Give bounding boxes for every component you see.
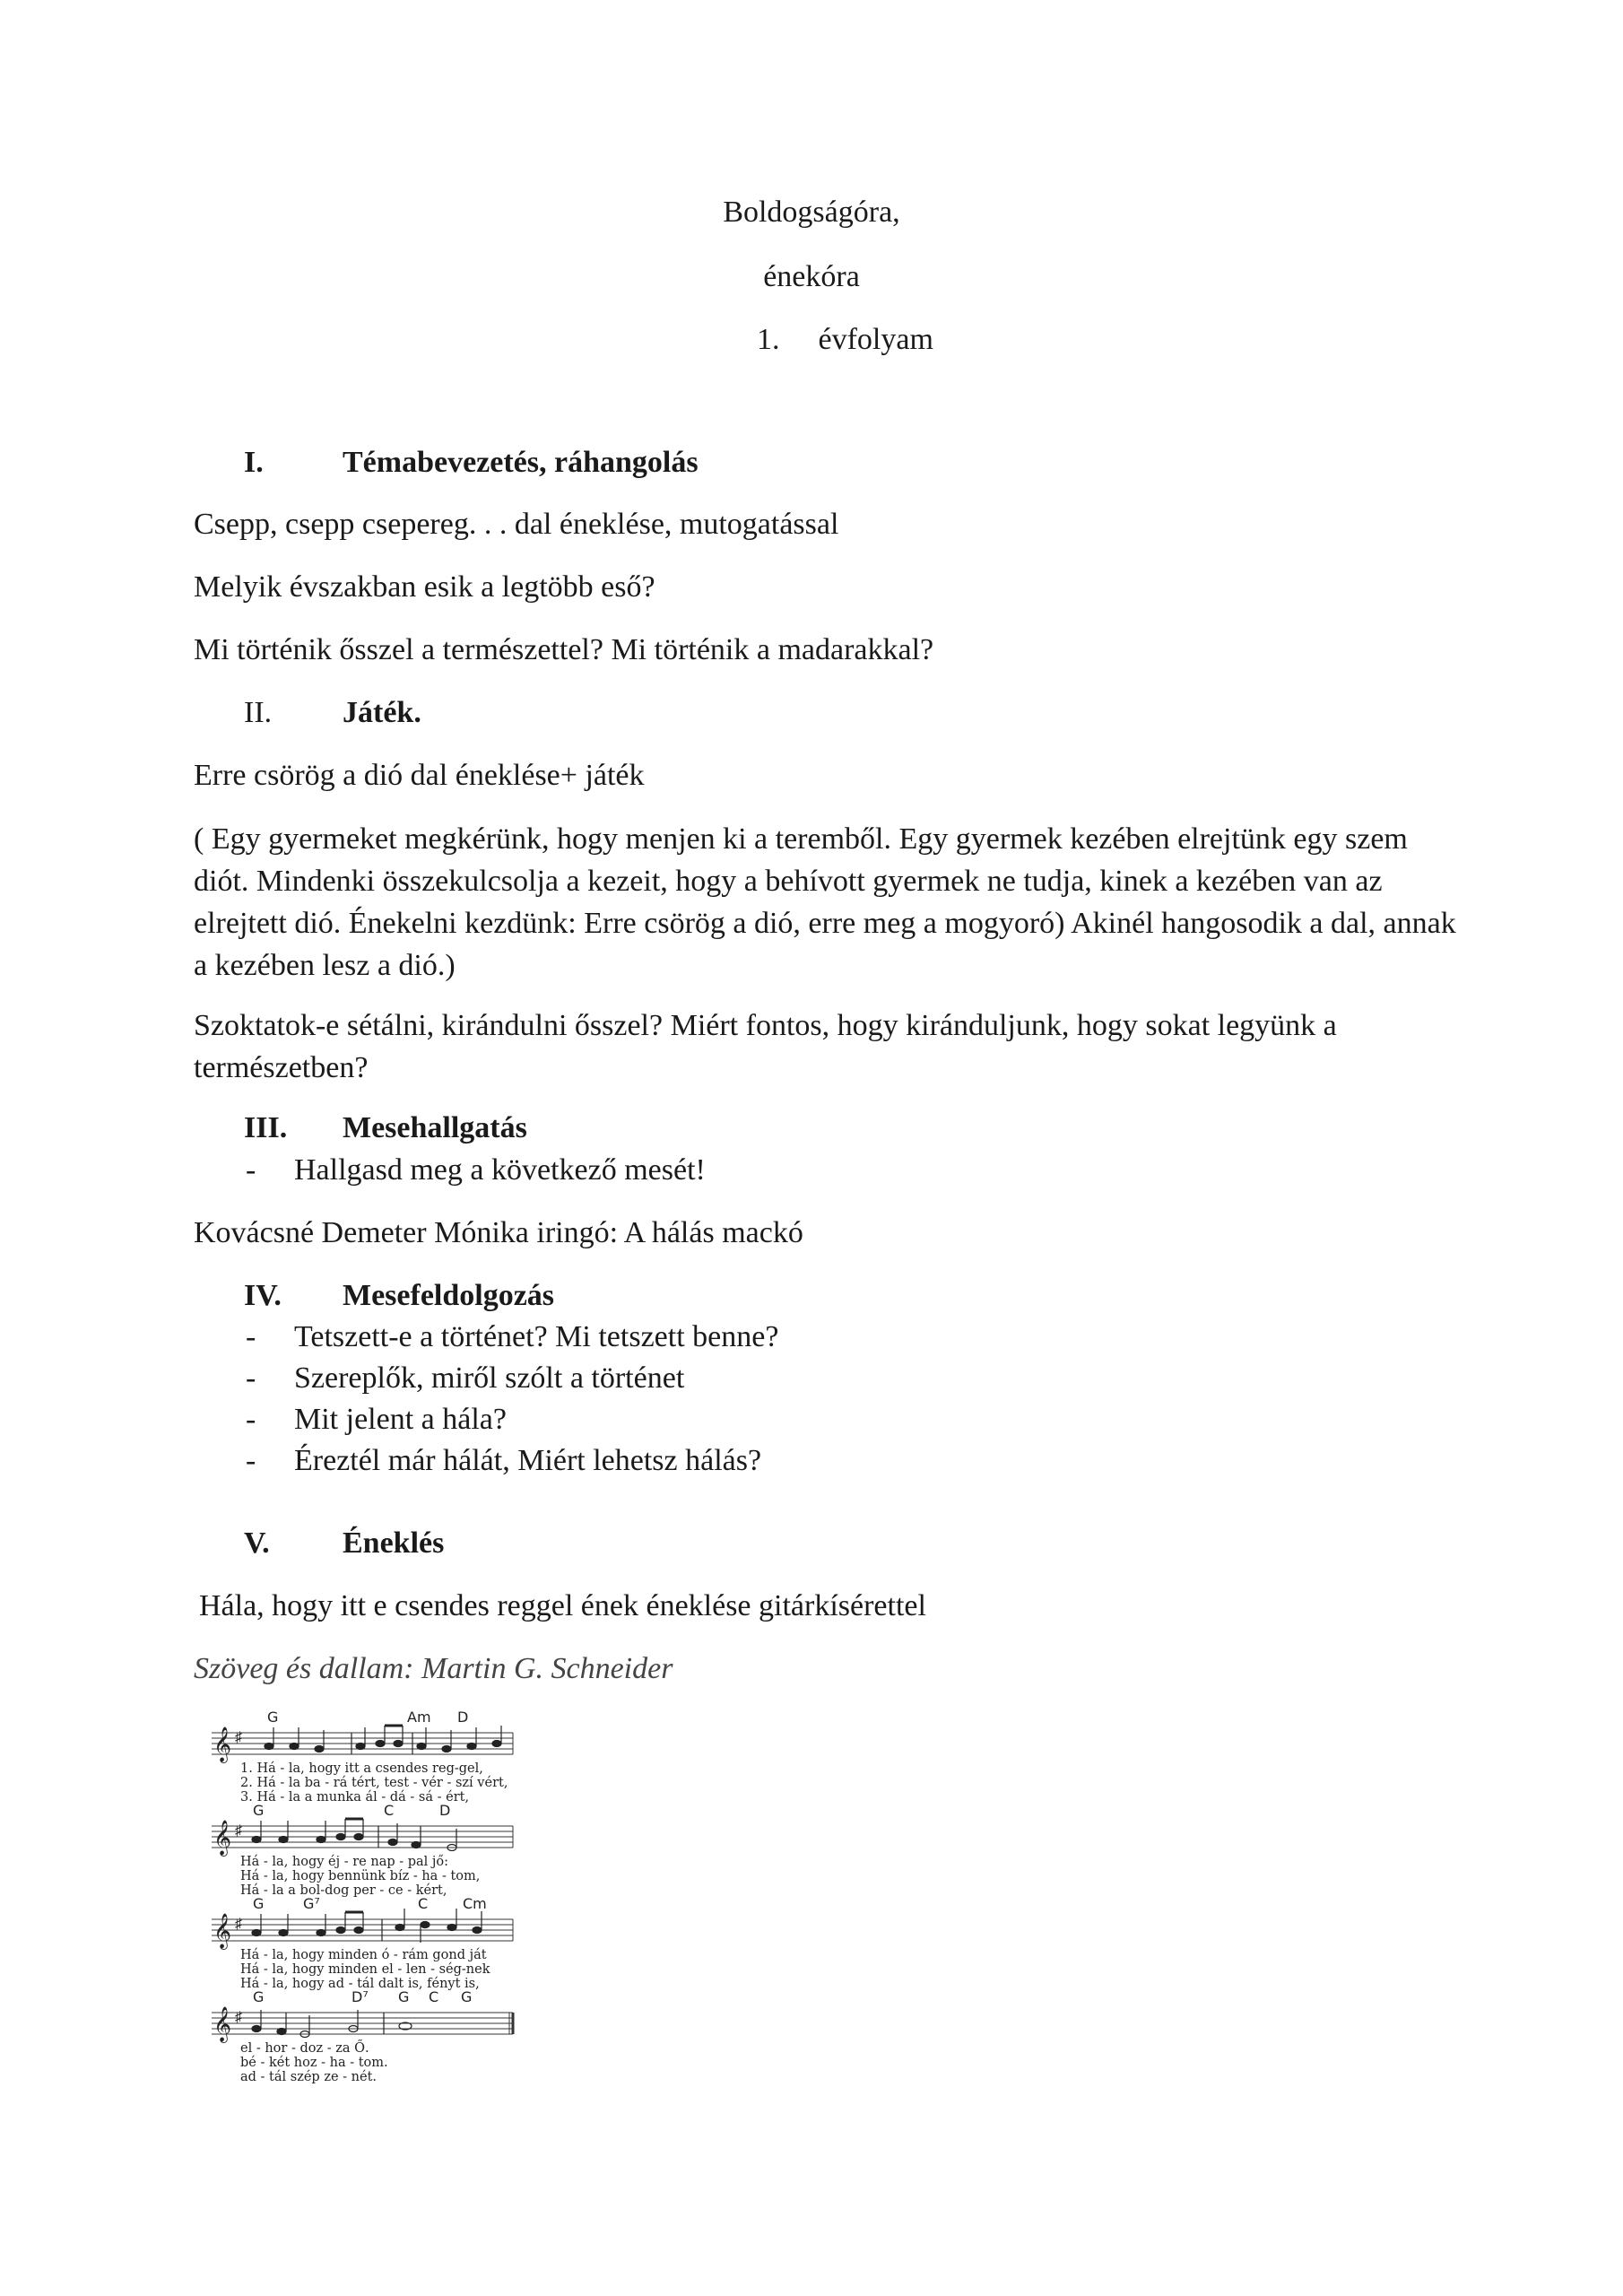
sharp-icon: ♯ — [235, 2010, 242, 2025]
treble-clef-icon: 𝄞 — [213, 1822, 232, 1855]
section-4-number: IV. — [244, 1279, 282, 1312]
chord-label: C — [384, 1802, 395, 1819]
chord-label: G — [461, 1988, 473, 2005]
lyric-line: Há - la, hogy ad - tál dalt is, fényt is, — [240, 1977, 480, 1991]
game-description: ( Egy gyermeket megkérünk, hogy menjen ki a teremből. Egy gyermek kezében elrejtünk egy szem diót. Mindenki összekulcsolja a kezeit, hogy a behívott gyermek ne tudja, kinek a kezében van az elrejtett dió. Énekelni kezdünk: Erre csörög a dió, erre meg a mogyoró) Akinél hangosodik a dal, annak a kezében lesz a dió.) — [194, 822, 1456, 982]
section-4-title: Mesefeldolgozás — [343, 1279, 555, 1312]
lyric-line: Há - la a bol-dog per - ce - kért, — [240, 1883, 447, 1898]
paragraph: Hála, hogy itt e csendes reggel ének éneklése gitárkísérettel — [199, 1589, 926, 1622]
chord-label: C — [418, 1895, 429, 1912]
song-credit: Szöveg és dallam: Martin G. Schneider — [194, 1652, 673, 1685]
paragraph: Csepp, csepp csepereg. . . dal éneklése, mutogatással — [194, 508, 839, 541]
list-item: Éreztél már hálát, Miért lehetsz hálás? — [294, 1444, 762, 1477]
chord-label: D — [439, 1802, 451, 1819]
lyric-line: 3. Há - la a munka ál - dá - sá - ért, — [240, 1790, 470, 1805]
page-subtitle: énekóra — [763, 260, 860, 293]
list-item: Hallgasd meg a következő mesét! — [294, 1153, 706, 1187]
chord-label: D — [457, 1709, 469, 1726]
lyric-line: bé - két hoz - ha - tom. — [240, 2056, 388, 2070]
list-item: Tetszett-e a történet? Mi tetszett benne? — [294, 1320, 779, 1353]
lyric-line: Há - la, hogy bennünk bíz - ha - tom, — [240, 1869, 481, 1883]
sheet-music — [204, 1706, 527, 2100]
section-3-number: III. — [244, 1111, 288, 1144]
grade-number: 1. — [757, 323, 780, 356]
lyric-line: ad - tál szép ze - nét. — [240, 2070, 378, 2084]
chord-label: G — [398, 1988, 410, 2005]
section-2-title: Játék. — [343, 696, 421, 729]
story-reference: Kovácsné Demeter Mónika iringó: A hálás mackó — [194, 1216, 803, 1249]
music-system-3 — [212, 1895, 513, 1991]
sharp-icon: ♯ — [235, 1823, 242, 1839]
list-dash: - — [246, 1361, 256, 1395]
chord-label: C — [429, 1988, 439, 2005]
lyric-line: Há - la, hogy minden el - len - ség-nek — [240, 1962, 490, 1977]
chord-label: Am — [407, 1709, 431, 1726]
list-dash: - — [246, 1320, 256, 1353]
grade-label: évfolyam — [818, 323, 933, 356]
lyric-line: Há - la, hogy éj - re nap - pal jő: — [240, 1855, 449, 1869]
music-system-1 — [212, 1709, 513, 1805]
treble-clef-icon: 𝄞 — [213, 1728, 232, 1761]
treble-clef-icon: 𝄞 — [213, 2008, 232, 2041]
grade-line — [757, 319, 933, 361]
music-system-2 — [212, 1802, 513, 1898]
list-item: Mit jelent a hála? — [294, 1403, 507, 1436]
section-1-title: Témabevezetés, ráhangolás — [343, 446, 699, 479]
lyric-line: 1. Há - la, hogy itt a csendes reg-gel, — [240, 1761, 483, 1776]
page-title: Boldogságóra, — [723, 196, 900, 229]
lyric-line: 2. Há - la ba - rá tért, test - vér - szí vért, — [240, 1776, 508, 1790]
section-3-title: Mesehallgatás — [343, 1111, 527, 1144]
music-system-4 — [212, 1988, 513, 2084]
chord-label: G — [267, 1709, 279, 1726]
chord-label: D⁷ — [352, 1988, 369, 2005]
paragraph: Mi történik ősszel a természettel? Mi történik a madarakkal? — [194, 633, 934, 666]
paragraph: Erre csörög a dió dal éneklése+ játék — [194, 759, 645, 792]
section-5-number: V. — [244, 1526, 270, 1560]
list-dash: - — [246, 1444, 256, 1477]
chord-label: G — [253, 1895, 265, 1912]
chord-label: G — [253, 1988, 265, 2005]
paragraph: Szoktatok-e sétálni, kirándulni ősszel? Miért fontos, hogy kiránduljunk, hogy sokat legyünk a természetben? — [194, 1009, 1337, 1084]
section-2-number: II. — [244, 696, 273, 729]
paragraph: Melyik évszakban esik a legtöbb eső? — [194, 570, 655, 604]
chord-label: G⁷ — [303, 1895, 320, 1912]
lyric-line: el - hor - doz - za Ő. — [240, 2041, 369, 2056]
sharp-icon: ♯ — [235, 1730, 242, 1745]
sharp-icon: ♯ — [235, 1917, 242, 1932]
list-item: Szereplők, miről szólt a történet — [294, 1361, 685, 1395]
list-dash: - — [246, 1403, 256, 1436]
list-dash: - — [246, 1153, 256, 1187]
section-5-title: Éneklés — [343, 1526, 445, 1560]
lyric-line: Há - la, hogy minden ó - rám gond ját — [240, 1948, 487, 1962]
chord-label: G — [253, 1802, 265, 1819]
treble-clef-icon: 𝄞 — [213, 1915, 232, 1948]
section-1-number: I. — [244, 446, 264, 479]
chord-label: Cm — [463, 1895, 487, 1912]
